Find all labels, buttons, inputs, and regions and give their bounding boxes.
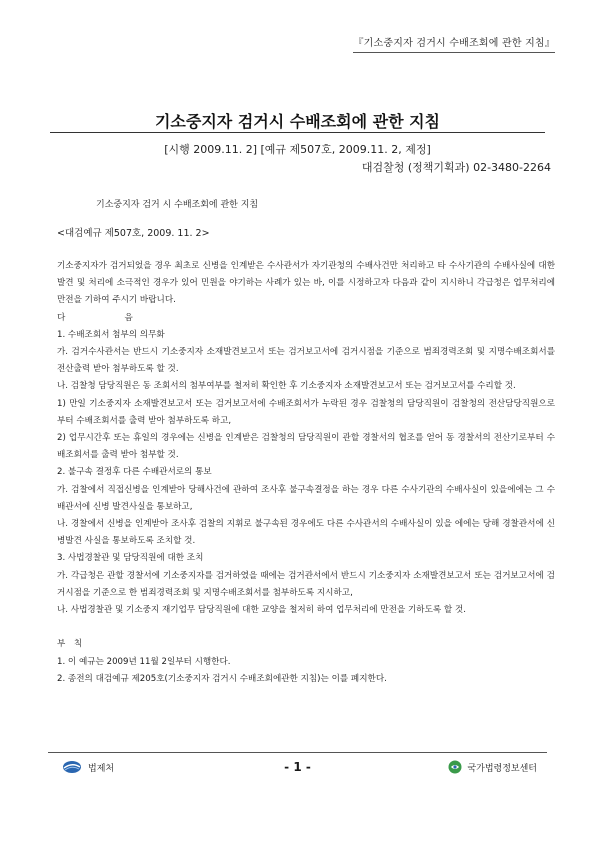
supplementary-item-1: 1. 이 예규는 2009년 11월 2일부터 시행한다.	[57, 656, 231, 667]
section-3-heading: 3. 사법경찰관 및 담당직원에 대한 조치	[57, 553, 204, 564]
department-info: 대검찰청 (정책기획과) 02-3480-2264	[361, 161, 551, 174]
section-1-item-a: 가. 검거수사관서는 반드시 기소중지자 소재발견보고서 또는 검거보고서에 검거시점을 기준으로 범죄경력조회 및 지명수배조회서를 전산출력 받아 첨부하도록 할 것.	[57, 347, 555, 375]
section-1-item-b: 나. 검찰청 담당직원은 동 조회서의 첨부여부를 철저히 확인한 후 기소중지자 소재발견보고서 또는 검거보고서를 수리할 것.	[57, 381, 516, 392]
enactment-info: [시행 2009.11. 2] [예규 제507호, 2009.11. 2, 제정]	[164, 143, 431, 156]
page-number: - 1 -	[284, 760, 311, 774]
body-text	[57, 258, 555, 688]
section-3-item-a: 가. 각급청은 관할 경찰서에 기소중지자를 검거하였을 때에는 검거관서에서 반드시 기소중지자 소재발견보고서 또는 검거보고서에 검거시점을 기준으로 한 범죄경력조회 및 지명수배조회서를 첨부하도록 지시하고,	[57, 570, 555, 598]
section-3-item-b: 나. 사법경찰관 및 기소중지 재기업무 담당직원에 대한 교양을 철저히 하여 업무처리에 만전을 기하도록 할 것.	[57, 605, 466, 616]
document-title: 기소중지자 검거시 수배조회에 관한 지침	[154, 112, 441, 131]
page-footer	[48, 760, 547, 780]
section-2-heading: 2. 불구속 결정후 다른 수배관서로의 통보	[57, 467, 212, 478]
section-1-item-b-1: 1) 만일 기소중지자 소재발견보고서 또는 검거보고서에 수배조회서가 누락된 경우 검찰청의 담당직원이 검찰청의 전산담당직원으로부터 수배조회서를 출력 받아 첨부하도록 하고,	[57, 398, 555, 426]
subtitle: 기소중지자 검거 시 수배조회에 관한 지침	[96, 200, 259, 210]
regulation-code: <대검예규 제507호, 2009. 11. 2>	[57, 228, 210, 239]
section-1-item-b-2: 2) 업무시간후 또는 휴일의 경우에는 신병을 인계받은 검찰청의 담당직원이 관할 경찰서의 협조를 얻어 동 경찰서의 전산기로부터 수배조회서를 출력 받아 첨부할 것.	[57, 433, 555, 461]
intro-paragraph: 기소중지자가 검거되었을 경우 최초로 신병을 인계받은 수사관서가 자기관청의 수배사건만 처리하고 타 수사기관의 수배사실에 대한 발견 및 처리에 소극적인 경우가 있어 민원을 야기하는 사례가 있는 바, 이를 시정하고자 다음과 같이 지시하니 각급청은 업무처리에 만전을 기하여 주시기 바랍니다.	[57, 261, 555, 306]
section-1-heading: 1. 수배조회서 첨부의 의무화	[57, 329, 165, 340]
section-heading-daeum: 다 음	[57, 312, 147, 323]
supplementary-heading: 부 칙	[57, 639, 83, 650]
footer-right-label: 국가법령정보센터	[467, 763, 537, 774]
section-2-item-b: 나. 경찰에서 신병을 인계받아 조사후 검찰의 지휘로 불구속된 경우에도 다른 수사관서의 수배사실이 있을 에에는 당해 경찰관서에 신병발견 사실을 통보하도록 조치할 것.	[57, 519, 555, 547]
law-center-logo-icon	[448, 760, 462, 774]
header-tag: 『기소중지자 검거시 수배조회에 관한 지침』	[353, 34, 555, 53]
title-divider	[50, 132, 545, 133]
footer-left-label: 법제처	[88, 763, 115, 774]
spacer	[57, 619, 555, 636]
section-2-item-a: 가. 검찰에서 직접신병을 인계받아 당해사건에 관하여 조사후 불구속결정을 하는 경우 다른 수사기관의 수배사실이 있을에에는 그 수배관서에 신병 발견사실을 통보하고,	[57, 484, 555, 512]
footer-right	[448, 760, 537, 774]
supplementary-item-2: 2. 종전의 대검예규 제205호(기소중지자 검거시 수배조회에관한 지침)는 이를 폐지한다.	[57, 673, 387, 684]
footer-divider	[48, 752, 547, 753]
